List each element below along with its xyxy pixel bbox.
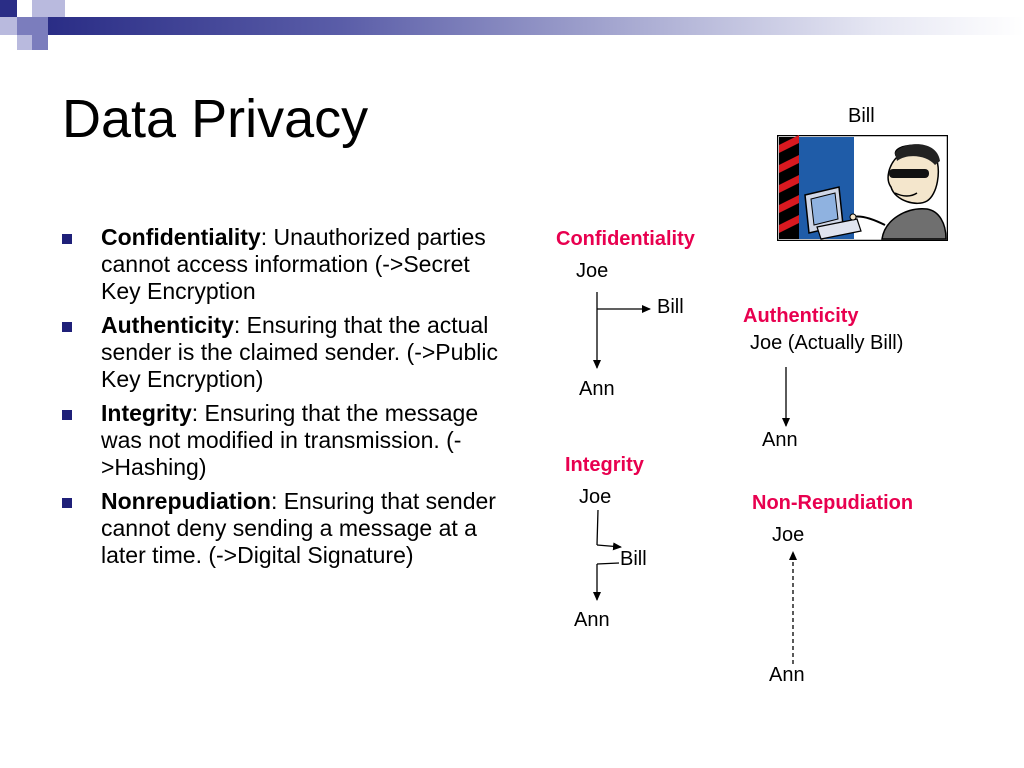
bullet-text: Ensuring that the message was not modified in transmission. (->Hashing) (101, 400, 479, 480)
authenticity-sender: Joe (Actually Bill) (750, 332, 904, 354)
bullet-text: Ensuring that the actual sender is the claimed sender. (->Public Key Encryption) (101, 312, 498, 392)
integrity-line-back (597, 563, 619, 564)
bullet-separator: : (191, 400, 205, 426)
nonrepudiation-receiver: Ann (769, 664, 805, 686)
integrity-sender: Joe (579, 486, 612, 508)
confidentiality-receiver: Ann (579, 378, 615, 400)
confidentiality-interceptor: Bill (657, 296, 684, 318)
bullet-term: Integrity (101, 400, 192, 426)
authenticity-heading: Authenticity (743, 305, 859, 327)
integrity-receiver: Ann (574, 609, 610, 631)
bullet-text: Unauthorized parties cannot access information (->Secret Key Encryption (101, 224, 486, 304)
nonrepudiation-heading: Non-Repudiation (752, 492, 914, 514)
bullet-separator: : (233, 312, 247, 338)
slide-title: Data Privacy (62, 89, 369, 149)
integrity-interceptor: Bill (620, 548, 647, 570)
bullet-separator: : (270, 488, 284, 514)
bullet-text: Ensuring that sender cannot deny sending a message at a later time. (->Digital Signature) (101, 488, 496, 568)
bullet-term: Authenticity (101, 312, 234, 338)
confidentiality-sender: Joe (576, 260, 609, 282)
authenticity-receiver: Ann (762, 429, 798, 451)
confidentiality-heading: Confidentiality (556, 228, 695, 250)
illustration-caption: Bill (848, 105, 875, 127)
bullet-term: Nonrepudiation (101, 488, 271, 514)
bullet-term: Confidentiality (101, 224, 261, 250)
integrity-heading: Integrity (565, 454, 644, 476)
integrity-line-down (597, 510, 598, 545)
integrity-arrow-to-interceptor (597, 545, 621, 547)
nonrepudiation-sender: Joe (772, 524, 805, 546)
bullet-separator: : (260, 224, 274, 250)
